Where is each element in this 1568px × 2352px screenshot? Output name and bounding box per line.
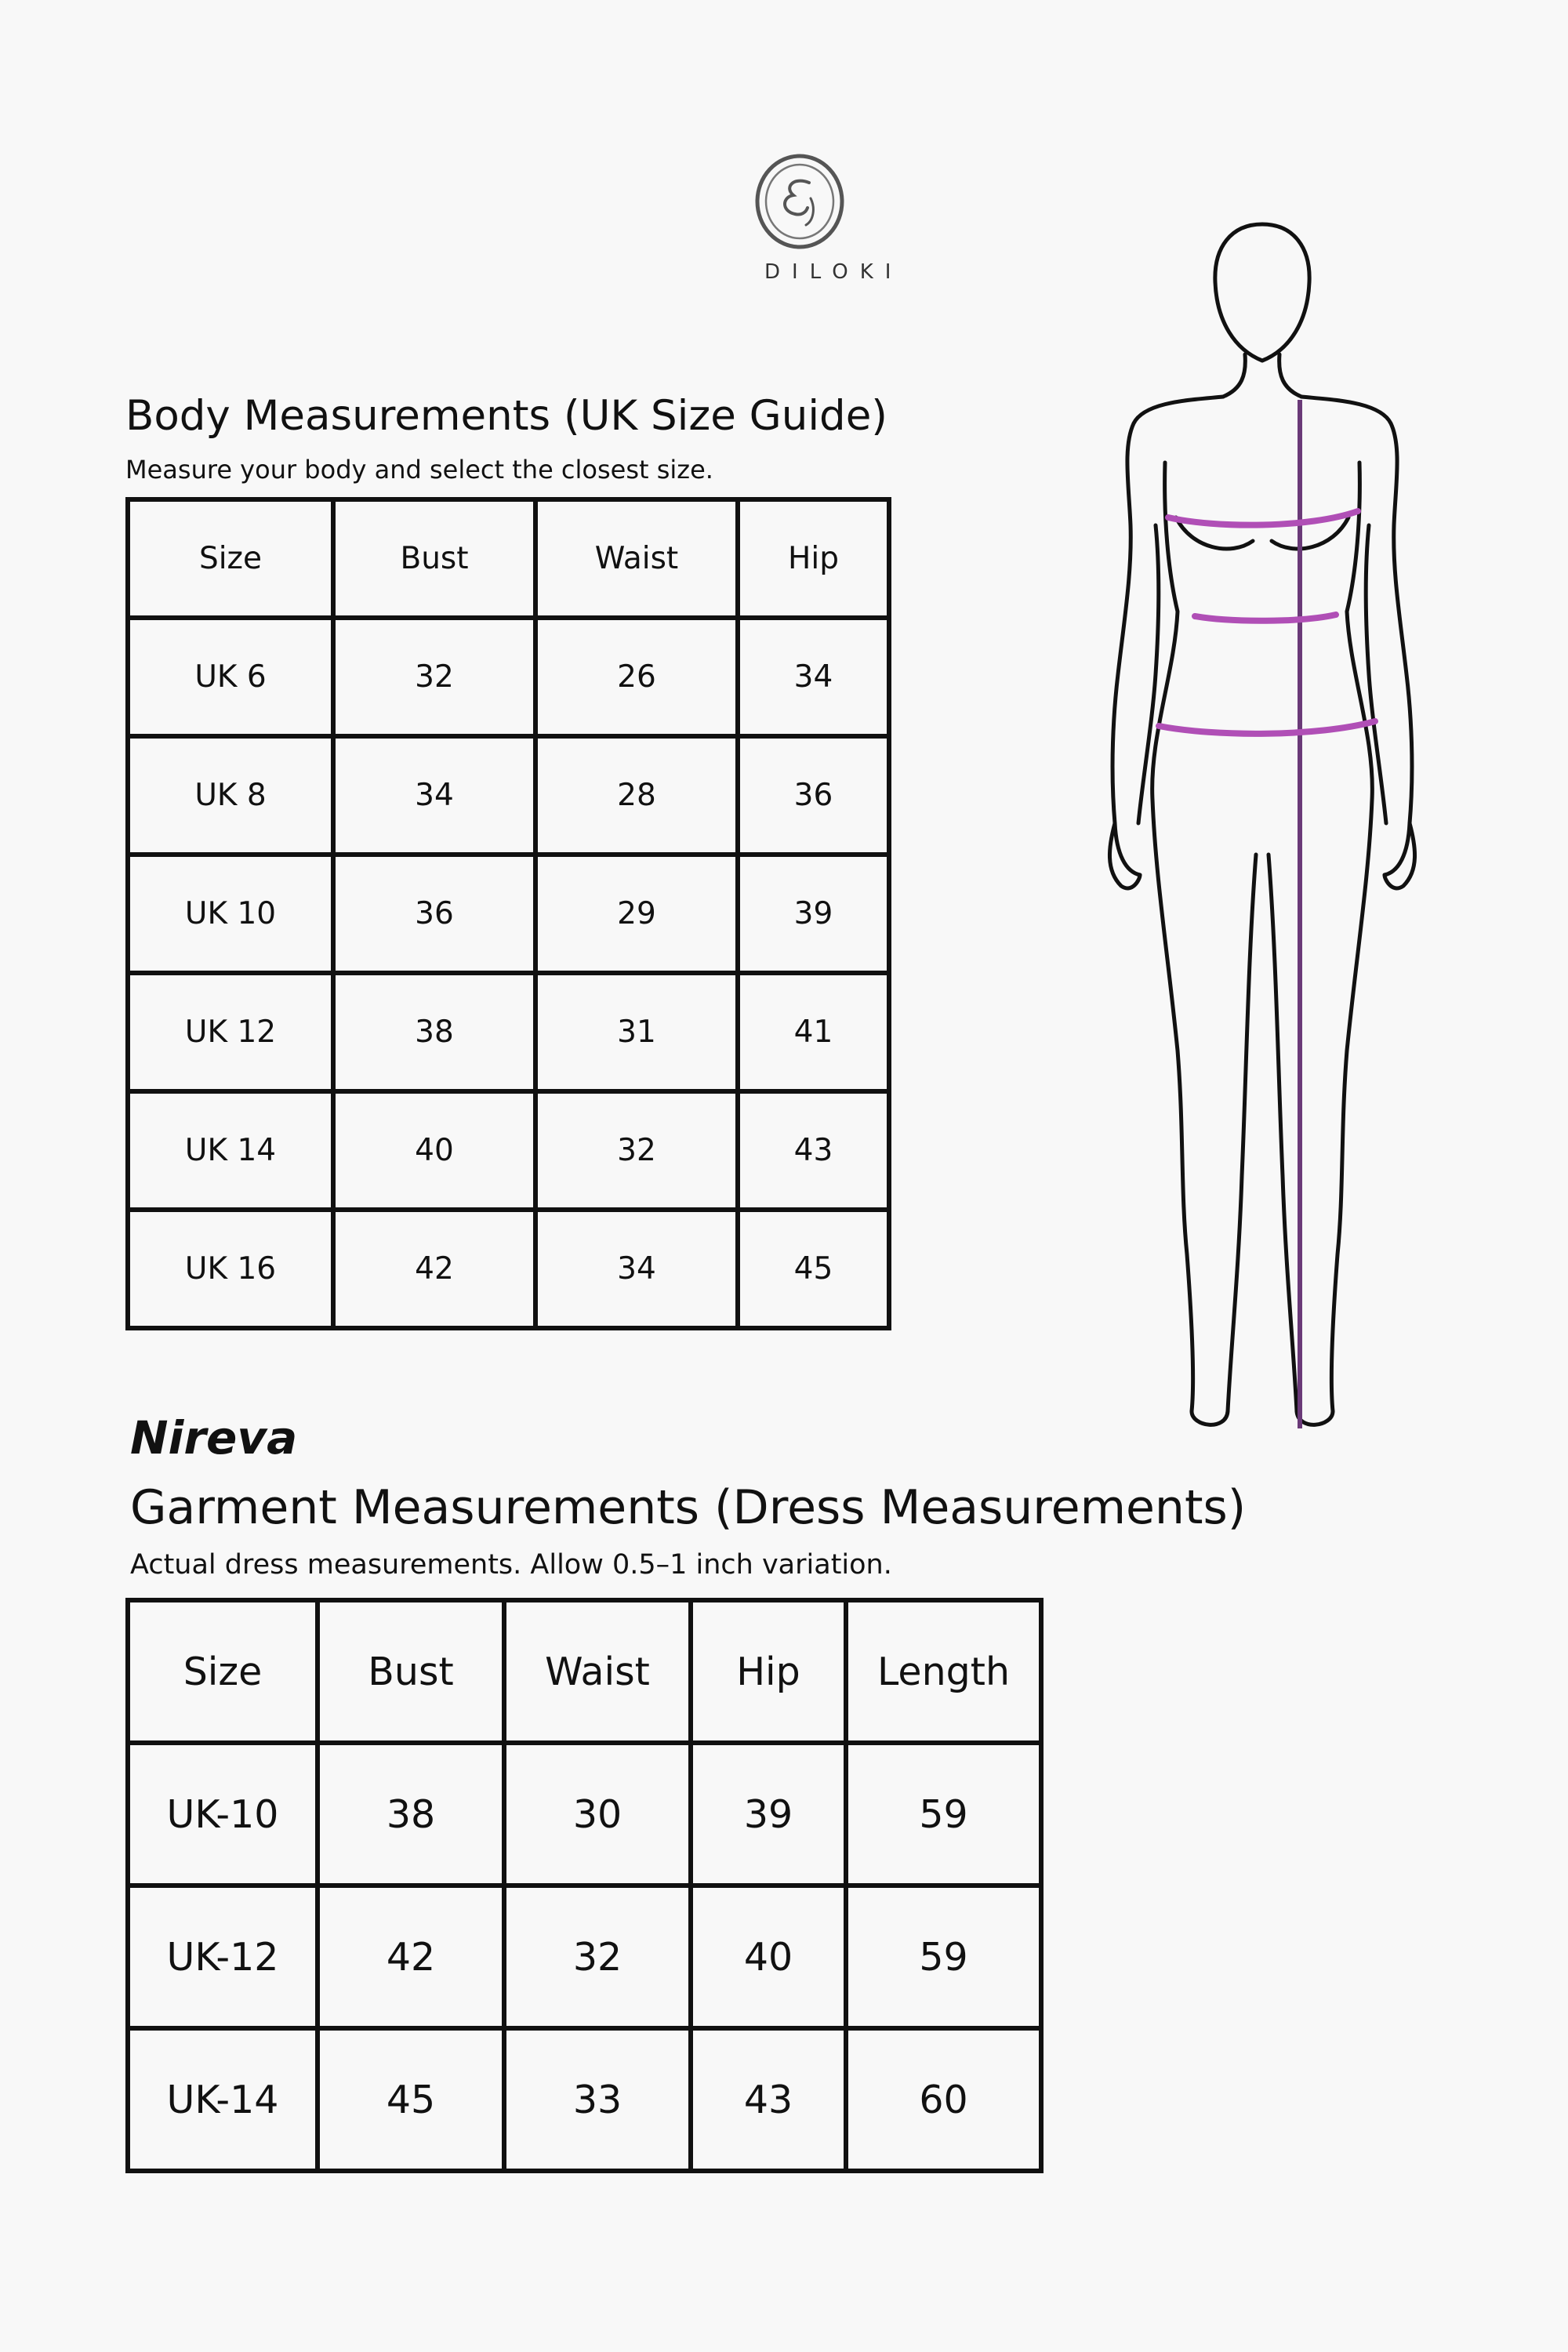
table-cell: 40 [691, 1886, 846, 2028]
table-cell: 45 [738, 1210, 889, 1328]
brand-name: DILOKI [764, 260, 903, 284]
header-cell: Bust [333, 499, 535, 618]
table-cell: 60 [846, 2028, 1041, 2171]
table-cell: UK 6 [128, 618, 333, 736]
header-cell: Waist [535, 499, 738, 618]
table-cell: 32 [504, 1886, 691, 2028]
header-cell: Length [846, 1600, 1041, 1743]
table-cell: UK 14 [128, 1091, 333, 1210]
table-cell: 59 [846, 1743, 1041, 1886]
table-cell: 39 [738, 855, 889, 973]
table-cell: UK 10 [128, 855, 333, 973]
table-cell: 33 [504, 2028, 691, 2171]
garment-measurements-subtitle: Actual dress measurements. Allow 0.5–1 inch variation. [130, 1549, 892, 1581]
table-cell: 45 [318, 2028, 504, 2171]
table-cell: UK 12 [128, 973, 333, 1091]
table-row [128, 1743, 1041, 1886]
garment-measurements-table [125, 1598, 1044, 2173]
header-cell: Hip [691, 1600, 846, 1743]
table-cell: UK-14 [128, 2028, 318, 2171]
table-header-row [128, 1600, 1041, 1743]
table-row [128, 1886, 1041, 2028]
table-cell: 36 [333, 855, 535, 973]
table-cell: 43 [738, 1091, 889, 1210]
table-cell: 29 [535, 855, 738, 973]
table-row [128, 1210, 889, 1328]
body-measurements-subtitle: Measure your body and select the closest size. [125, 455, 713, 485]
table-cell: 30 [504, 1743, 691, 1886]
table-cell: 59 [846, 1886, 1041, 2028]
table-cell: 34 [333, 736, 535, 855]
table-cell: 38 [333, 973, 535, 1091]
product-name: Nireva [130, 1411, 298, 1465]
body-measurements-table [125, 497, 891, 1330]
table-cell: 43 [691, 2028, 846, 2171]
header-cell: Waist [504, 1600, 691, 1743]
table-cell: UK 16 [128, 1210, 333, 1328]
table-cell: 32 [535, 1091, 738, 1210]
table-header-row [128, 499, 889, 618]
table-cell: 40 [333, 1091, 535, 1210]
table-row [128, 973, 889, 1091]
table-row [128, 736, 889, 855]
table-cell: UK-12 [128, 1886, 318, 2028]
garment-measurements-title: Garment Measurements (Dress Measurements) [130, 1480, 1247, 1535]
body-figure [1074, 204, 1450, 1443]
table-cell: 42 [333, 1210, 535, 1328]
table-cell: 32 [333, 618, 535, 736]
diloki-monogram-icon [753, 153, 847, 251]
brand-logo [753, 153, 903, 284]
table-cell: 36 [738, 736, 889, 855]
table-cell: 42 [318, 1886, 504, 2028]
table-cell: UK-10 [128, 1743, 318, 1886]
table-cell: UK 8 [128, 736, 333, 855]
table-row [128, 1091, 889, 1210]
body-measurements-title: Body Measurements (UK Size Guide) [125, 392, 887, 440]
header-cell: Bust [318, 1600, 504, 1743]
table-cell: 34 [738, 618, 889, 736]
header-cell: Size [128, 1600, 318, 1743]
table-cell: 31 [535, 973, 738, 1091]
header-cell: Hip [738, 499, 889, 618]
table-cell: 41 [738, 973, 889, 1091]
table-row [128, 2028, 1041, 2171]
table-row [128, 855, 889, 973]
body-measurement-figure-icon [1074, 204, 1450, 1443]
table-cell: 28 [535, 736, 738, 855]
header-cell: Size [128, 499, 333, 618]
table-cell: 38 [318, 1743, 504, 1886]
table-row [128, 618, 889, 736]
table-cell: 34 [535, 1210, 738, 1328]
table-cell: 39 [691, 1743, 846, 1886]
table-cell: 26 [535, 618, 738, 736]
